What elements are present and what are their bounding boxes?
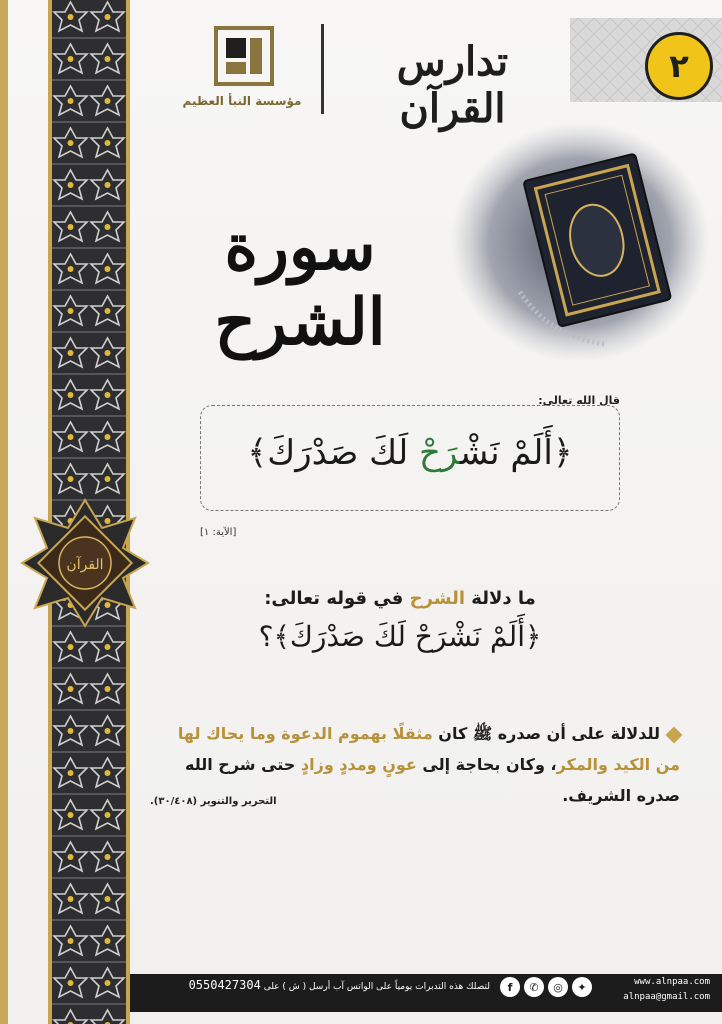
series-title: تدارس القرآن: [396, 38, 509, 132]
subscribe-text: لتصلك هذه التدبرات يومياً على الواتس آب أرسل ( ش ) على: [263, 982, 490, 992]
email-link[interactable]: alnpaa@gmail.com: [623, 992, 710, 1002]
ayah-part2: رَحْ: [419, 433, 460, 473]
question-suffix: في قوله تعالى:: [264, 588, 410, 609]
outer-gold-line: [0, 0, 8, 1024]
intro-label: قال الله تعالى:: [538, 394, 620, 407]
org-name: مؤسسة النبأ العظيم: [182, 94, 302, 108]
question-ayah: ﴿أَلَمْ نَشْرَحْ لَكَ صَدْرَكَ﴾؟: [258, 620, 542, 653]
citation: التحرير والتنوير (٣٠/٤٠٨).: [150, 796, 277, 807]
instagram-icon[interactable]: ◎: [548, 977, 568, 997]
ayah-part1: أَلَمْ نَشْ: [459, 433, 553, 473]
whatsapp-icon[interactable]: ✆: [524, 977, 544, 997]
facebook-icon[interactable]: f: [500, 977, 520, 997]
body-seg3: ، وكان بحاجة إلى: [416, 755, 557, 774]
body-seg5: حتى شرح الله صدره الشريف.: [185, 755, 680, 805]
bullet-icon: [666, 726, 683, 743]
svg-text:القرآن: القرآن: [66, 557, 104, 573]
phone-number[interactable]: 0550427304: [188, 978, 261, 992]
surah-title: سورة الشرح: [214, 210, 386, 360]
ayah-text: ﴿أَلَمْ نَشْرَحْ لَكَ صَدْرَكَ﴾: [247, 433, 573, 473]
question: [190, 588, 610, 609]
website-link[interactable]: www.alnpaa.com: [634, 977, 710, 987]
body-seg1: للدلالة على أن صدره ﷺ كان: [432, 724, 660, 743]
body-seg4: عونٍ ومددٍ وزادٍ: [300, 755, 417, 774]
body-seg2: مثقلًا بهموم الدعوة وما يحاك لها من الكيد والمكر: [177, 724, 680, 774]
footer-subscribe: [150, 978, 490, 992]
header-separator: [321, 24, 324, 114]
ayah-part3: لَكَ صَدْرَكَ: [267, 433, 420, 473]
quran-medallion-icon: [20, 498, 150, 628]
twitter-icon[interactable]: ✦: [572, 977, 592, 997]
quran-book-icon: [440, 112, 710, 382]
ayah-reference: [الآية: ١]: [200, 527, 237, 538]
org-logo-icon: [212, 24, 276, 88]
series-number-badge: ٢: [645, 32, 713, 100]
question-highlight: الشرح: [409, 588, 466, 609]
question-prefix: ما دلالة: [465, 588, 536, 609]
